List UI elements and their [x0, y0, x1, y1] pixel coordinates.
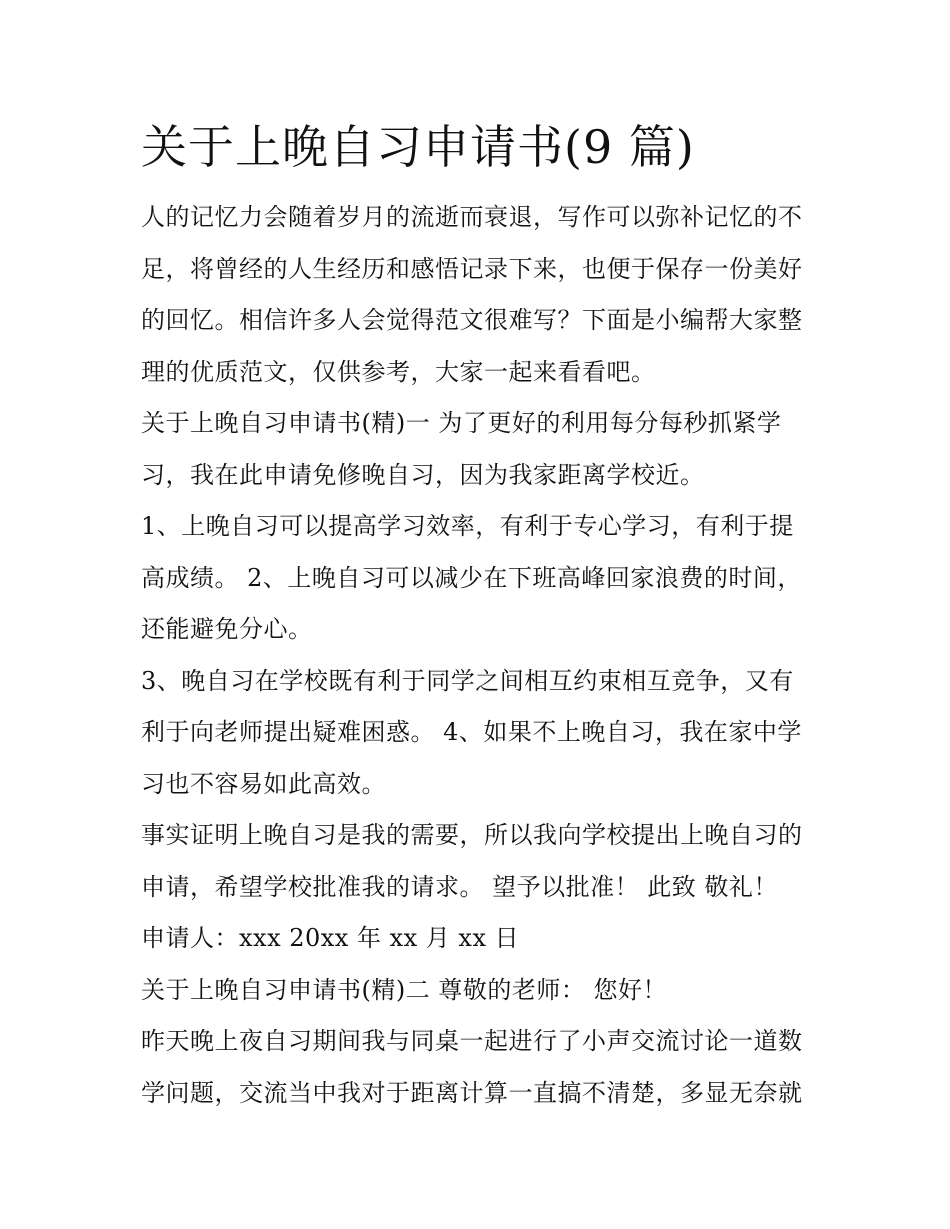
document-title: 关于上晚自习申请书(9 篇)	[141, 120, 695, 174]
section-two-body-paragraph: 昨天晚上夜自习期间我与同桌一起进行了小声交流讨论一道数学问题，交流当中我对于距离计算一直搞不清楚，多显无奈就	[141, 1027, 803, 1107]
intro-paragraph: 人的记忆力会随着岁月的流逝而衰退，写作可以弥补记忆的不足，将曾经的人生经历和感悟记录下来，也便于保存一份美好的回忆。相信许多人会觉得范文很难写？下面是小编帮大家整理的优质范文，仅供参考，大家一起来看看吧。	[141, 203, 803, 386]
conclusion-paragraph: 事实证明上晚自习是我的需要，所以我向学校提出上晚自习的申请，希望学校批准我的请求。 望予以批准！ 此致 敬礼！	[141, 821, 803, 901]
section-two-heading-paragraph: 关于上晚自习申请书(精)二 尊敬的老师： 您好！	[141, 975, 667, 1004]
section-one-intro-paragraph: 关于上晚自习申请书(精)一 为了更好的利用每分每秒抓紧学习，我在此申请免修晚自习，因为我家距离学校近。	[141, 409, 782, 489]
applicant-signature-line: 申请人：xxx 20xx 年 xx 月 xx 日	[141, 924, 520, 952]
reasons-one-two-paragraph: 1、上晚自习可以提高学习效率，有利于专心学习，有利于提高成绩。 2、上晚自习可以减少在下班高峰回家浪费的时间，还能避免分心。	[141, 512, 802, 643]
document-page	[141, 112, 813, 1119]
reasons-three-four-paragraph: 3、晚自习在学校既有利于同学之间相互约束相互竞争，又有利于向老师提出疑难困惑。 4、如果不上晚自习，我在家中学习也不容易如此高效。	[141, 666, 802, 798]
